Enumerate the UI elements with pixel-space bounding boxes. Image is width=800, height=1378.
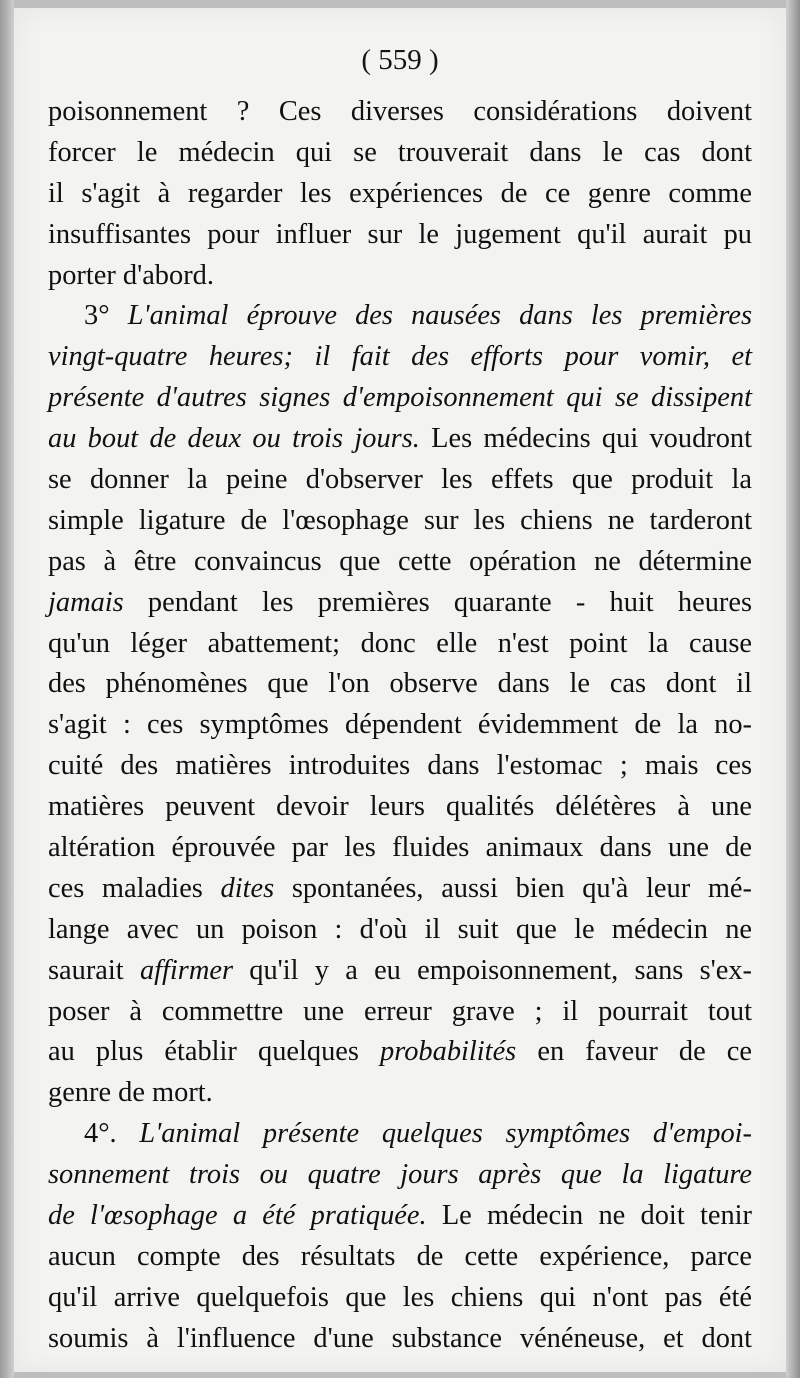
text-line xyxy=(48,337,752,378)
italic-text: jamais xyxy=(48,586,124,618)
text-segment: altération éprouvée par les fluides animaux dans une de xyxy=(48,832,752,864)
text-line xyxy=(48,1278,752,1319)
text-segment: qu'un léger abattement; donc elle n'est point la cause xyxy=(48,627,752,659)
text-segment: il s'agit à regarder les expériences de ce genre comme xyxy=(48,177,752,209)
text-segment: simple ligature de l'œsophage sur les chiens ne tarderont xyxy=(48,504,752,536)
text-segment: genre de mort. xyxy=(48,1077,213,1109)
text-line xyxy=(48,869,752,910)
italic-text: L'animal éprouve des nausées dans les premières xyxy=(127,300,752,332)
text-segment: porter d'abord. xyxy=(48,259,214,291)
text-segment: des phénomènes que l'on observe dans le cas dont il xyxy=(48,668,752,700)
text-line xyxy=(48,664,752,705)
text-segment: pendant les premières quarante - huit heures xyxy=(123,586,752,618)
text-line xyxy=(48,419,752,460)
text-line xyxy=(48,705,752,746)
text-line xyxy=(48,92,752,133)
text-segment: qu'il y a eu empoisonnement, sans s'ex- xyxy=(233,954,752,986)
text-line xyxy=(48,296,752,337)
text-segment: se donner la peine d'observer les effets que produit la xyxy=(48,464,752,496)
text-segment: poser à commettre une erreur grave ; il pourrait tout xyxy=(48,995,752,1027)
text-segment: 4°. xyxy=(84,1118,140,1150)
italic-text: vingt-quatre heures; il fait des efforts pour vomir, et xyxy=(48,341,752,373)
text-line xyxy=(48,1073,752,1114)
italic-text: probabilités xyxy=(380,1036,517,1068)
text-line xyxy=(48,215,752,256)
text-segment: forcer le médecin qui se trouverait dans le cas dont xyxy=(48,136,752,168)
text-line xyxy=(48,542,752,583)
left-page-edge xyxy=(0,0,14,1378)
text-segment: Les médecins qui voudront xyxy=(419,423,753,455)
italic-text: dites xyxy=(220,872,275,904)
italic-text: présente d'autres signes d'empoisonnement qui se dissipent xyxy=(48,382,752,414)
text-line xyxy=(48,1032,752,1073)
text-line xyxy=(48,1114,752,1155)
text-segment: ces maladies xyxy=(48,872,221,904)
text-line xyxy=(48,256,752,297)
page-number: ( 559 ) xyxy=(361,44,439,76)
text-line xyxy=(48,787,752,828)
text-line xyxy=(48,910,752,951)
text-line xyxy=(48,501,752,542)
right-page-edge xyxy=(786,0,800,1378)
text-segment: pas à être convaincus que cette opération ne détermine xyxy=(48,545,752,577)
text-segment: matières peuvent devoir leurs qualités délétères à une xyxy=(48,791,752,823)
text-segment: s'agit : ces symptômes dépendent évidemment de la no- xyxy=(48,709,752,741)
text-segment: qu'il arrive quelquefois que les chiens qui n'ont pas été xyxy=(48,1281,752,1313)
text-segment: poisonnement ? Ces diverses considérations doivent xyxy=(48,96,752,127)
text-line xyxy=(48,133,752,174)
text-segment: 3° xyxy=(84,300,128,332)
text-line xyxy=(48,174,752,215)
text-segment: cuité des matières introduites dans l'estomac ; mais ces xyxy=(48,750,752,782)
text-segment: soumis à l'influence d'une substance vénéneuse, et dont xyxy=(48,1322,752,1354)
text-segment: lange avec un poison : d'où il suit que le médecin ne xyxy=(48,913,752,945)
text-segment: aucun compte des résultats de cette expérience, parce xyxy=(48,1240,752,1272)
text-segment: saurait xyxy=(48,954,140,986)
italic-text: au bout de deux ou trois jours. xyxy=(48,423,420,455)
text-line xyxy=(48,378,752,419)
text-line xyxy=(48,1237,752,1278)
italic-text: sonnement trois ou quatre jours après que la ligature xyxy=(48,1159,752,1191)
text-line xyxy=(48,828,752,869)
text-line xyxy=(48,1319,752,1360)
text-line xyxy=(48,624,752,665)
text-segment: Le médecin ne doit tenir xyxy=(426,1200,752,1232)
text-line xyxy=(48,992,752,1033)
italic-text: affirmer xyxy=(139,954,233,986)
italic-text: L'animal présente quelques symptômes d'empoi- xyxy=(139,1118,752,1150)
text-line xyxy=(48,583,752,624)
text-line xyxy=(48,746,752,787)
text-segment: insuffisantes pour influer sur le jugement qu'il aurait pu xyxy=(48,218,752,250)
text-segment: en faveur de ce xyxy=(516,1036,753,1068)
text-segment: au plus établir quelques xyxy=(48,1036,381,1068)
text-line xyxy=(48,1196,752,1237)
italic-text: de l'œsophage a été pratiquée. xyxy=(48,1200,427,1232)
text-line xyxy=(48,1155,752,1196)
text-segment: spontanées, aussi bien qu'à leur mé- xyxy=(274,872,752,904)
text-line xyxy=(48,951,752,992)
text-line xyxy=(48,460,752,501)
body-text xyxy=(48,92,752,1360)
